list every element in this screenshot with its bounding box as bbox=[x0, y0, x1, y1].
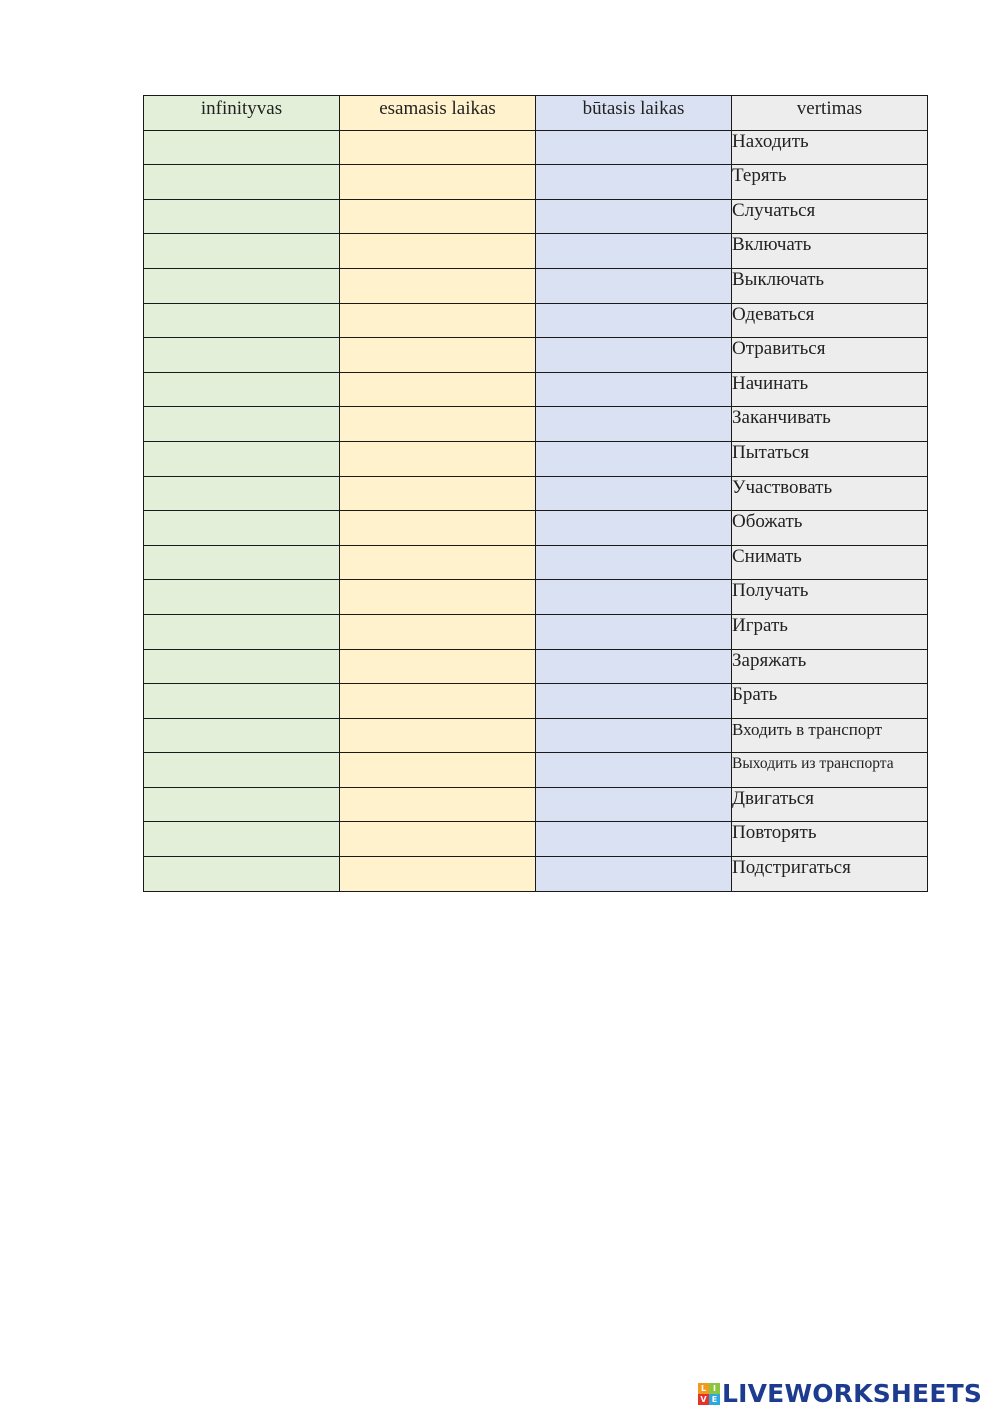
past-answer-cell[interactable] bbox=[536, 857, 732, 892]
present-answer-cell[interactable] bbox=[340, 234, 536, 269]
past-answer-cell[interactable] bbox=[536, 614, 732, 649]
translation-cell: Брать bbox=[732, 684, 928, 719]
past-answer-cell[interactable] bbox=[536, 718, 732, 753]
table-row bbox=[144, 857, 928, 892]
present-answer-cell[interactable] bbox=[340, 857, 536, 892]
logo-mark-tile: I bbox=[709, 1383, 720, 1394]
infinitive-answer-cell[interactable] bbox=[144, 545, 340, 580]
past-answer-cell[interactable] bbox=[536, 199, 732, 234]
past-answer-cell[interactable] bbox=[536, 580, 732, 615]
header-translation: vertimas bbox=[732, 96, 928, 131]
present-answer-cell[interactable] bbox=[340, 580, 536, 615]
translation-cell: Пытаться bbox=[732, 441, 928, 476]
infinitive-answer-cell[interactable] bbox=[144, 338, 340, 373]
liveworksheets-logo-icon bbox=[698, 1383, 720, 1405]
present-answer-cell[interactable] bbox=[340, 303, 536, 338]
infinitive-answer-cell[interactable] bbox=[144, 649, 340, 684]
translation-cell: Получать bbox=[732, 580, 928, 615]
present-answer-cell[interactable] bbox=[340, 441, 536, 476]
infinitive-answer-cell[interactable] bbox=[144, 268, 340, 303]
past-answer-cell[interactable] bbox=[536, 338, 732, 373]
infinitive-answer-cell[interactable] bbox=[144, 787, 340, 822]
present-answer-cell[interactable] bbox=[340, 476, 536, 511]
table-body bbox=[144, 130, 928, 891]
past-answer-cell[interactable] bbox=[536, 407, 732, 442]
header-row bbox=[144, 96, 928, 131]
translation-cell: Случаться bbox=[732, 199, 928, 234]
present-answer-cell[interactable] bbox=[340, 545, 536, 580]
table-row bbox=[144, 199, 928, 234]
table-row bbox=[144, 338, 928, 373]
infinitive-answer-cell[interactable] bbox=[144, 718, 340, 753]
past-answer-cell[interactable] bbox=[536, 165, 732, 200]
translation-cell: Начинать bbox=[732, 372, 928, 407]
infinitive-answer-cell[interactable] bbox=[144, 234, 340, 269]
past-answer-cell[interactable] bbox=[536, 234, 732, 269]
present-answer-cell[interactable] bbox=[340, 268, 536, 303]
present-answer-cell[interactable] bbox=[340, 165, 536, 200]
table-row bbox=[144, 234, 928, 269]
translation-cell: Снимать bbox=[732, 545, 928, 580]
past-answer-cell[interactable] bbox=[536, 372, 732, 407]
present-answer-cell[interactable] bbox=[340, 649, 536, 684]
table-row bbox=[144, 511, 928, 546]
logo-mark-tile: L bbox=[698, 1383, 709, 1394]
infinitive-answer-cell[interactable] bbox=[144, 199, 340, 234]
table-row bbox=[144, 718, 928, 753]
table-row bbox=[144, 165, 928, 200]
infinitive-answer-cell[interactable] bbox=[144, 822, 340, 857]
translation-cell: Обожать bbox=[732, 511, 928, 546]
logo-mark-tile: V bbox=[698, 1394, 709, 1405]
header-past-tense: būtasis laikas bbox=[536, 96, 732, 131]
present-answer-cell[interactable] bbox=[340, 753, 536, 788]
translation-cell: Повторять bbox=[732, 822, 928, 857]
translation-cell: Выключать bbox=[732, 268, 928, 303]
present-answer-cell[interactable] bbox=[340, 372, 536, 407]
translation-cell: Отравиться bbox=[732, 338, 928, 373]
present-answer-cell[interactable] bbox=[340, 614, 536, 649]
translation-cell: Играть bbox=[732, 614, 928, 649]
table-row bbox=[144, 441, 928, 476]
present-answer-cell[interactable] bbox=[340, 684, 536, 719]
translation-cell: Терять bbox=[732, 165, 928, 200]
translation-cell: Заканчивать bbox=[732, 407, 928, 442]
past-answer-cell[interactable] bbox=[536, 476, 732, 511]
liveworksheets-logo bbox=[698, 1380, 982, 1408]
translation-cell: Двигаться bbox=[732, 787, 928, 822]
table-row bbox=[144, 580, 928, 615]
present-answer-cell[interactable] bbox=[340, 511, 536, 546]
translation-cell: Подстригаться bbox=[732, 857, 928, 892]
translation-cell: Одеваться bbox=[732, 303, 928, 338]
header-infinitive: infinityvas bbox=[144, 96, 340, 131]
table-row bbox=[144, 753, 928, 788]
infinitive-answer-cell[interactable] bbox=[144, 372, 340, 407]
present-answer-cell[interactable] bbox=[340, 787, 536, 822]
infinitive-answer-cell[interactable] bbox=[144, 407, 340, 442]
infinitive-answer-cell[interactable] bbox=[144, 476, 340, 511]
present-answer-cell[interactable] bbox=[340, 822, 536, 857]
table-row bbox=[144, 684, 928, 719]
table-row bbox=[144, 407, 928, 442]
past-answer-cell[interactable] bbox=[536, 649, 732, 684]
table-row bbox=[144, 822, 928, 857]
present-answer-cell[interactable] bbox=[340, 338, 536, 373]
past-answer-cell[interactable] bbox=[536, 545, 732, 580]
translation-cell: Включать bbox=[732, 234, 928, 269]
present-answer-cell[interactable] bbox=[340, 718, 536, 753]
past-answer-cell[interactable] bbox=[536, 268, 732, 303]
infinitive-answer-cell[interactable] bbox=[144, 753, 340, 788]
translation-cell: Выходить из транспорта bbox=[732, 753, 928, 788]
table-row bbox=[144, 372, 928, 407]
translation-cell: Входить в транспорт bbox=[732, 718, 928, 753]
past-answer-cell[interactable] bbox=[536, 753, 732, 788]
past-answer-cell[interactable] bbox=[536, 511, 732, 546]
verb-conjugation-table bbox=[143, 95, 928, 892]
past-answer-cell[interactable] bbox=[536, 303, 732, 338]
translation-cell: Находить bbox=[732, 130, 928, 165]
present-answer-cell[interactable] bbox=[340, 199, 536, 234]
table-row bbox=[144, 268, 928, 303]
present-answer-cell[interactable] bbox=[340, 130, 536, 165]
header-present-tense: esamasis laikas bbox=[340, 96, 536, 131]
infinitive-answer-cell[interactable] bbox=[144, 511, 340, 546]
infinitive-answer-cell[interactable] bbox=[144, 130, 340, 165]
table-row bbox=[144, 476, 928, 511]
infinitive-answer-cell[interactable] bbox=[144, 441, 340, 476]
past-answer-cell[interactable] bbox=[536, 684, 732, 719]
present-answer-cell[interactable] bbox=[340, 407, 536, 442]
past-answer-cell[interactable] bbox=[536, 822, 732, 857]
translation-cell: Заряжать bbox=[732, 649, 928, 684]
infinitive-answer-cell[interactable] bbox=[144, 165, 340, 200]
infinitive-answer-cell[interactable] bbox=[144, 580, 340, 615]
table-row bbox=[144, 130, 928, 165]
translation-cell: Участвовать bbox=[732, 476, 928, 511]
past-answer-cell[interactable] bbox=[536, 787, 732, 822]
table-row bbox=[144, 649, 928, 684]
table-row bbox=[144, 614, 928, 649]
past-answer-cell[interactable] bbox=[536, 441, 732, 476]
infinitive-answer-cell[interactable] bbox=[144, 303, 340, 338]
infinitive-answer-cell[interactable] bbox=[144, 614, 340, 649]
infinitive-answer-cell[interactable] bbox=[144, 857, 340, 892]
table-row bbox=[144, 303, 928, 338]
table-row bbox=[144, 787, 928, 822]
logo-text: LIVEWORKSHEETS bbox=[722, 1379, 983, 1408]
past-answer-cell[interactable] bbox=[536, 130, 732, 165]
logo-mark-tile: E bbox=[709, 1394, 720, 1405]
infinitive-answer-cell[interactable] bbox=[144, 684, 340, 719]
table-row bbox=[144, 545, 928, 580]
